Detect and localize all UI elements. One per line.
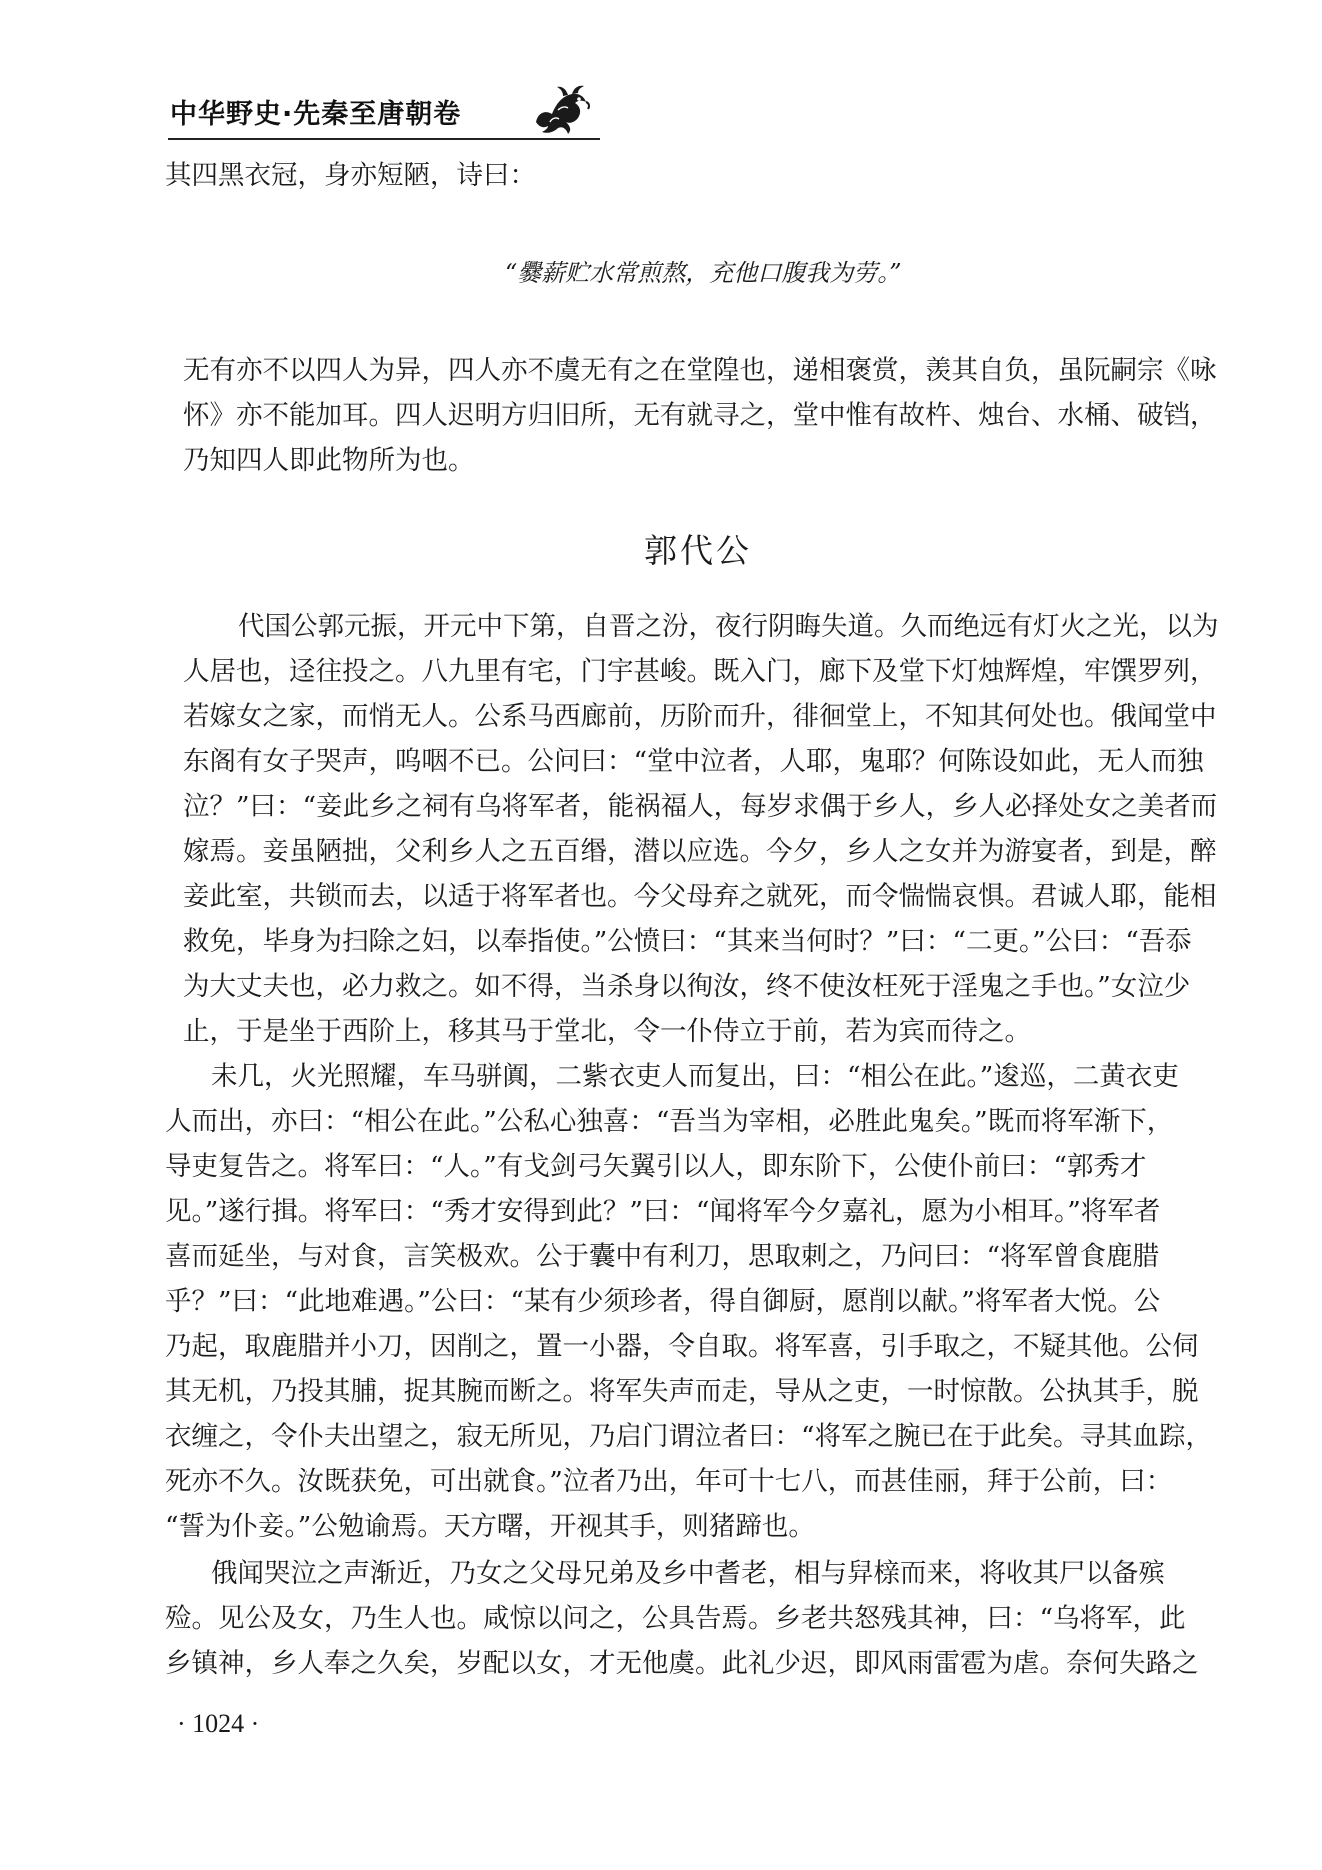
dragon-icon [528, 82, 592, 136]
section-title: 郭代公 [644, 531, 752, 570]
poem-quote: “爨薪贮水常煎熬，充他口腹我为劳。” [505, 259, 902, 287]
text-line: 妾此室，共锁而去，以适于将军者也。今父母弃之就死，而令惴惴哀惧。君诚人耶，能相 [183, 881, 1217, 912]
text-line: 乃起，取鹿腊并小刀，因削之，置一小器，令自取。将军喜，引手取之，不疑其他。公伺 [165, 1331, 1199, 1362]
text-line: 喜而延坐，与对食，言笑极欢。公于囊中有利刀，思取刺之，乃问曰：“将军曾食鹿腊 [165, 1241, 1160, 1272]
text-line: 若嫁女之家，而悄无人。公系马西廊前，历阶而升，徘徊堂上，不知其何处也。俄闻堂中 [183, 701, 1217, 732]
text-line: 导吏复告之。将军曰：“人。”有戈剑弓矢翼引以人，即东阶下，公使仆前曰：“郭秀才 [165, 1151, 1147, 1182]
text-line: 东阁有女子哭声，呜咽不已。公问曰：“堂中泣者，人耶，鬼耶？何陈设如此，无人而独 [183, 746, 1204, 777]
text-line: 嫁焉。妾虽陋拙，父利乡人之五百缗，潜以应选。今夕，乡人之女并为游宴者，到是，醉 [183, 836, 1217, 867]
text-line: 死亦不久。汝既获免，可出就食。”泣者乃出，年可十七八，而甚佳丽，拜于公前，曰： [165, 1466, 1173, 1497]
text-line: 殓。见公及女，乃生人也。咸惊以问之，公具告焉。乡老共怒残其神，曰：“乌将军，此 [165, 1603, 1186, 1634]
text-line: 见。”遂行揖。将军曰：“秀才安得到此？”曰：“闻将军今夕嘉礼，愿为小相耳。”将军者 [165, 1196, 1161, 1227]
text-line: 未几，火光照耀，车马骈阗，二紫衣吏人而复出，曰：“相公在此。”逡巡，二黄衣吏 [211, 1061, 1179, 1092]
text-line: 乎？”曰：“此地难遇。”公曰：“某有少须珍者，得自御厨，愿削以献。”将军者大悦。公 [165, 1286, 1161, 1317]
text-line: “誓为仆妾。”公勉谕焉。天方曙，开视其手，则猪蹄也。 [165, 1511, 815, 1542]
text-line: 衣缠之，令仆夫出望之，寂无所见，乃启门谓泣者曰：“将军之腕已在于此矣。寻其血踪， [165, 1421, 1213, 1452]
text-line: 泣？”曰：“妾此乡之祠有乌将军者，能祸福人，每岁求偶于乡人，乡人必择处女之美者而 [183, 791, 1218, 822]
text-line: 止，于是坐于西阶上，移其马于堂北，令一仆侍立于前，若为宾而待之。 [183, 1016, 1031, 1047]
running-header [168, 82, 600, 146]
text-line: 俄闻哭泣之声渐近，乃女之父母兄弟及乡中耆老，相与舁榇而来，将收其尸以备殡 [211, 1558, 1165, 1589]
text-line: 无有亦不以四人为异，四人亦不虞无有之在堂隍也，递相褒赏，羡其自负，虽阮嗣宗《咏 [183, 355, 1217, 386]
book-title: 中华野史·先秦至唐朝卷 [170, 99, 462, 130]
text-line: 怀》亦不能加耳。四人迟明方归旧所，无有就寻之，堂中惟有故杵、烛台、水桶、破铛， [183, 400, 1217, 431]
text-line: 人居也，迳往投之。八九里有宅，门宇甚峻。既入门，廊下及堂下灯烛辉煌，牢馔罗列， [183, 656, 1217, 687]
page-number: · 1024 · [177, 1709, 260, 1738]
text-line: 代国公郭元振，开元中下第，自晋之汾，夜行阴晦失道。久而绝远有灯火之光，以为 [238, 611, 1219, 642]
text-line: 救免，毕身为扫除之妇，以奉指使。”公愤曰：“其来当何时？”曰：“二更。”公曰：“吾忝 [183, 926, 1192, 957]
header-rule [168, 138, 600, 140]
text-line: 其无机，乃投其脯，捉其腕而断之。将军失声而走，导从之吏，一时惊散。公执其手，脱 [165, 1376, 1199, 1407]
text-line: 乃知四人即此物所为也。 [183, 445, 475, 476]
text-line: 为大丈夫也，必力救之。如不得，当杀身以徇汝，终不使汝枉死于淫鬼之手也。”女泣少 [183, 971, 1191, 1002]
intro-line: 其四黑衣冠，身亦短陋，诗曰： [165, 160, 536, 191]
text-line: 人而出，亦曰：“相公在此。”公私心独喜：“吾当为宰相，必胜此鬼矣。”既而将军渐下， [165, 1106, 1174, 1137]
text-line: 乡镇神，乡人奉之久矣，岁配以女，才无他虞。此礼少迟，即风雨雷雹为虐。奈何失路之 [165, 1648, 1199, 1679]
